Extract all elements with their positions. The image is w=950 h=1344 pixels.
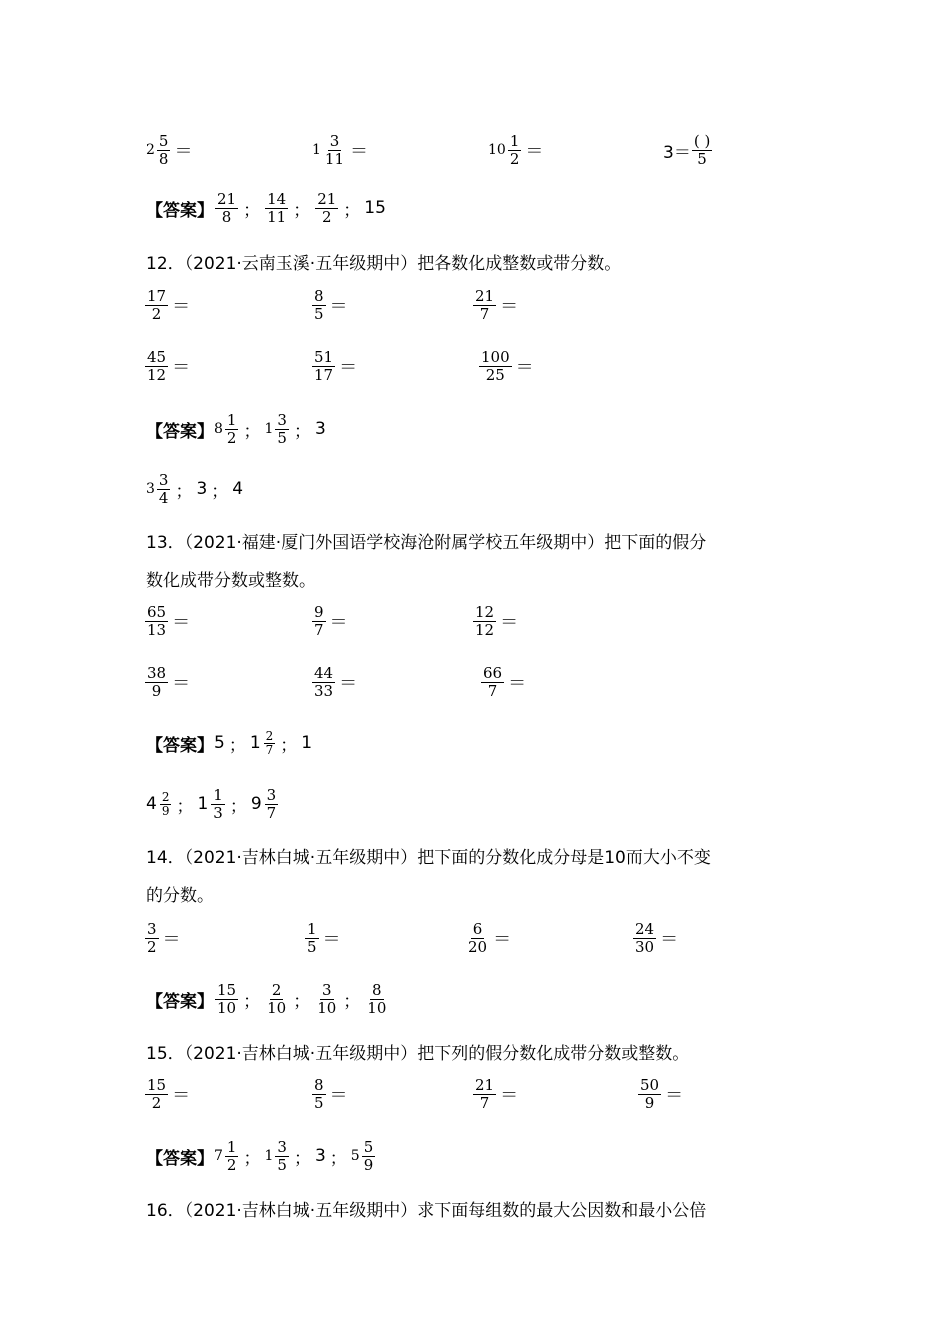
equals-sign: ＝ [172,357,191,378]
q14-item-1 [144,918,181,958]
denominator: 10 [267,998,287,1017]
q12-r2-item-3 [478,346,534,386]
q13-title-line-2: 数化成带分数或整数。 [146,571,316,591]
numerator: 21 [475,1075,495,1094]
text: 1 [197,794,209,814]
numerator: 3 [321,980,332,999]
denominator: 10 [317,998,337,1017]
fraction [160,791,172,818]
whole-number: 7 [214,1148,223,1164]
equals-sign: ＝ [515,357,534,378]
equals-sign: ＝ [525,141,544,162]
fraction [145,288,168,323]
equals-sign: ＝ [500,1085,519,1106]
denominator: 10 [217,998,237,1017]
q11-item-3 [488,130,543,170]
text: 15 [364,198,386,218]
q14-item-4 [632,918,678,958]
fraction [312,288,326,323]
numerator: 5 [363,1137,374,1156]
denominator: 7 [479,1093,490,1112]
separator: ； [243,1148,261,1169]
numerator: 1 [226,1137,237,1156]
separator: ； [329,1148,347,1169]
denominator: 33 [314,681,334,700]
numerator: 2 [265,728,274,743]
denominator: 2 [509,149,520,168]
fraction [275,412,289,447]
q14-row-1 [0,918,950,958]
whole-number: 1 [312,142,321,158]
answer-label: 【答案】 [146,1148,214,1169]
fraction [145,604,168,639]
fraction [315,982,338,1017]
q11-answer [146,188,386,228]
numerator: 66 [483,663,503,682]
q16-title: 16．（2021·吉林白城·五年级期中）求下面每组数的最大公因数和最小公倍 [146,1201,707,1221]
q12-r2-item-1 [144,346,190,386]
numerator: 51 [314,347,334,366]
denominator: 2 [226,1155,237,1174]
text: 1 [301,733,313,753]
q13-answer-1 [146,722,312,764]
equals-sign: ＝ [162,929,181,950]
numerator: 15 [147,1075,167,1094]
numerator: 3 [277,410,287,429]
whole-number: 1 [264,1148,274,1164]
denominator: 10 [367,998,387,1017]
fraction [312,349,335,384]
numerator: 5 [158,131,169,150]
equals-sign: ＝ [174,141,193,162]
q11-exercise-row [0,130,950,170]
numerator: 24 [635,919,655,938]
fraction [323,133,346,168]
equals-sign: ＝ [329,612,348,633]
fraction [508,133,522,168]
denominator: 8 [221,207,232,226]
denominator: 5 [277,428,287,447]
fraction [145,349,168,384]
q13-r2-item-3 [480,662,526,702]
numerator: 1 [213,785,223,804]
fraction [145,665,168,700]
equals-sign: ＝ [339,357,358,378]
fraction [315,191,338,226]
equals-sign: ＝ [339,673,358,694]
numerator: 100 [481,347,510,366]
numerator: 21 [317,189,337,208]
fraction [225,1139,239,1174]
q12-row-2 [0,346,950,386]
numerator: 8 [372,980,382,999]
fraction [473,1077,496,1112]
fraction [473,288,496,323]
denominator: 2 [147,937,157,956]
q13-r2-item-2 [311,662,357,702]
fraction [481,665,504,700]
equals-sign: ＝ [660,929,679,950]
denominator: 5 [277,1155,287,1174]
numerator: 21 [475,286,495,305]
separator: ； [293,200,311,221]
denominator: 5 [314,304,324,323]
denominator: 5 [697,149,707,168]
fraction [145,1077,168,1112]
denominator: 8 [158,149,169,168]
q13-row-2 [0,662,950,702]
fraction [157,472,171,507]
denominator: 12 [475,620,495,639]
denominator: 7 [487,681,498,700]
numerator: 21 [217,189,237,208]
equals-sign: ＝ [172,1085,191,1106]
q15-item-3 [472,1074,518,1114]
fraction [145,921,159,956]
fraction [312,604,326,639]
q15-item-2 [311,1074,348,1114]
numerator: 12 [475,602,495,621]
numerator: 8 [314,1075,324,1094]
numerator: 50 [640,1075,660,1094]
equals-sign: ＝ [665,1085,684,1106]
equals-sign: ＝ [172,673,191,694]
numerator: 6 [472,919,483,938]
equals-sign: ＝ [350,141,369,162]
answer-label: 【答案】 [146,200,214,221]
whole-number: 3 [146,481,155,497]
denominator: 7 [265,742,274,757]
separator: ； [243,991,261,1012]
fraction [365,982,388,1017]
separator: ； [229,796,247,817]
denominator: 12 [147,365,167,384]
fraction [473,604,496,639]
q12-title: 12．（2021·云南玉溪·五年级期中）把各数化成整数或带分数。 [146,254,622,274]
separator: ； [211,481,229,502]
equals-sign: ＝ [500,296,519,317]
q12-r1-item-3 [472,285,518,325]
denominator: 4 [158,488,169,507]
fraction [275,1139,289,1174]
answer-label: 【答案】 [146,735,214,756]
fraction [265,191,288,226]
numerator: 3 [266,785,277,804]
separator: ； [343,200,361,221]
q14-item-3 [465,918,511,958]
whole-number: 8 [214,421,223,437]
denominator: 13 [147,620,167,639]
q14-title-line-2: 的分数。 [146,886,214,906]
fraction [211,787,225,822]
q13-r1-item-1 [144,601,190,641]
fraction [305,921,319,956]
separator: ； [176,796,194,817]
q12-r1-item-1 [144,285,190,325]
numerator: 1 [226,410,237,429]
text: 5 [214,733,225,753]
denominator: 9 [644,1093,655,1112]
whole-number: 10 [488,142,506,158]
denominator: 17 [314,365,334,384]
q11-item-1 [146,130,192,170]
equals-sign: ＝ [172,612,191,633]
text: 4 [146,794,157,814]
numerator: 14 [267,189,287,208]
q13-answer-2 [146,783,279,825]
fraction [479,349,512,384]
denominator: 11 [267,207,287,226]
fraction [692,133,712,168]
denominator: 7 [314,620,324,639]
q12-row-1 [0,285,950,325]
q12-r2-item-2 [311,346,357,386]
answer-label: 【答案】 [146,991,214,1012]
separator: ； [280,735,298,756]
separator: ； [293,1148,311,1169]
denominator: 20 [468,937,488,956]
denominator: 9 [363,1155,374,1174]
fraction [312,665,335,700]
q14-item-2 [304,918,341,958]
fraction [264,730,276,757]
numerator: 1 [509,131,520,150]
q15-row-1 [0,1074,950,1114]
q13-title-line-1: 13．（2021·福建·厦门外国语学校海沧附属学校五年级期中）把下面的假分 [146,533,707,553]
fraction [215,191,238,226]
fraction [638,1077,661,1112]
whole: 2 [146,142,155,158]
text: 3 [196,479,208,499]
numerator: ( ) [693,131,711,150]
denominator: 5 [307,937,317,956]
q12-answer-2 [146,468,243,510]
fraction [215,982,238,1017]
denominator: 5 [314,1093,324,1112]
separator: ； [343,991,361,1012]
numerator: 17 [147,286,167,305]
denominator: 2 [151,1093,162,1112]
numerator: 65 [147,602,167,621]
q15-title: 15．（2021·吉林白城·五年级期中）把下列的假分数化成带分数或整数。 [146,1044,690,1064]
fraction [225,412,239,447]
q13-row-1 [0,601,950,641]
equals-sign: ＝ [508,673,527,694]
numerator: 3 [147,919,157,938]
denominator: 25 [485,365,505,384]
numerator: 9 [314,602,324,621]
numerator: 15 [217,980,237,999]
denominator: 2 [151,304,162,323]
q13-r1-item-3 [472,601,518,641]
separator: ； [175,481,193,502]
text: 4 [232,479,244,499]
denominator: 9 [151,681,162,700]
equals-sign: ＝ [493,929,512,950]
fraction [265,787,279,822]
equals-sign: ＝ [172,296,191,317]
separator: ； [243,421,261,442]
denominator: 3 [213,803,223,822]
fraction [633,921,656,956]
denominator: 7 [266,803,277,822]
text: 3＝ [663,142,691,163]
q15-item-1 [144,1074,190,1114]
separator: ； [293,421,311,442]
denominator: 9 [161,803,170,818]
q14-title-line-1: 14．（2021·吉林白城·五年级期中）把下面的分数化成分母是10而大小不变 [146,848,711,868]
numerator: 2 [271,980,282,999]
separator: ； [243,200,261,221]
denominator: 30 [635,937,655,956]
numerator: 1 [307,919,317,938]
numerator: 45 [147,347,167,366]
numerator: 3 [158,470,169,489]
numerator: 2 [161,789,170,804]
answer-label: 【答案】 [146,421,214,442]
separator: ； [293,991,311,1012]
fraction [265,982,288,1017]
separator: ； [228,735,246,756]
q13-r1-item-2 [311,601,348,641]
denominator: 2 [226,428,237,447]
fraction [362,1139,376,1174]
fraction [157,133,171,168]
q15-item-4 [637,1074,683,1114]
equals-sign: ＝ [500,612,519,633]
fraction [312,1077,326,1112]
q11-item-4 [663,130,713,170]
numerator: 44 [314,663,334,682]
equals-sign: ＝ [329,1085,348,1106]
denominator: 2 [321,207,332,226]
fraction [466,921,489,956]
equals-sign: ＝ [322,929,341,950]
q15-answer [146,1135,376,1177]
text: 1 [249,733,261,753]
numerator: 8 [314,286,324,305]
denominator: 11 [324,149,345,168]
q11-item-2 [312,130,368,170]
whole-number: 1 [264,421,274,437]
numerator: 3 [329,131,340,150]
whole-number: 5 [350,1148,360,1164]
q14-answer [146,978,389,1020]
text: 9 [250,794,262,814]
denominator: 7 [479,304,490,323]
q13-r2-item-1 [144,662,190,702]
numerator: 3 [277,1137,287,1156]
numerator: 38 [147,663,167,682]
equals-sign: ＝ [329,296,348,317]
q12-r1-item-2 [311,285,348,325]
text: 3 [314,1146,326,1166]
q12-answer-1 [146,408,326,450]
text: 3 [314,419,326,439]
